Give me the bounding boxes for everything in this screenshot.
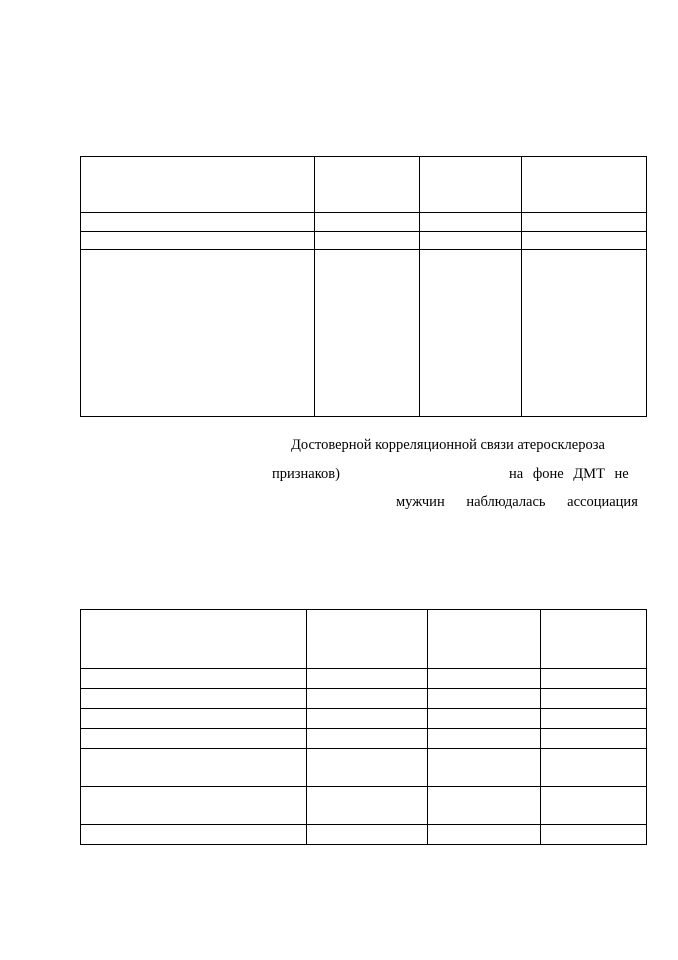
table-2 <box>80 609 647 845</box>
header-cell <box>81 157 315 213</box>
table-cell <box>81 689 307 709</box>
table-cell <box>81 825 307 845</box>
paragraph-line-2-right: на фоне ДМТ не <box>509 466 629 482</box>
table-cell <box>307 787 428 825</box>
table-1 <box>80 156 647 417</box>
table-cell <box>81 232 315 250</box>
table-row <box>81 669 647 689</box>
table-row <box>81 825 647 845</box>
table-cell <box>307 729 428 749</box>
table-cell <box>81 669 307 689</box>
table-cell <box>541 689 647 709</box>
table-cell <box>428 749 541 787</box>
table-cell <box>81 787 307 825</box>
header-cell <box>81 610 307 669</box>
table-cell <box>81 250 315 417</box>
table-cell <box>428 669 541 689</box>
header-cell <box>541 610 647 669</box>
table-row <box>81 232 647 250</box>
header-cell <box>307 610 428 669</box>
table-cell <box>307 669 428 689</box>
table-cell <box>307 689 428 709</box>
table-row <box>81 749 647 787</box>
header-cell <box>420 157 522 213</box>
table-cell <box>307 749 428 787</box>
paragraph-line-2-left: признаков) <box>272 466 340 482</box>
table-cell <box>522 213 647 232</box>
table-header-row <box>81 157 647 213</box>
table-cell <box>81 709 307 729</box>
table-cell <box>428 729 541 749</box>
table-cell <box>428 709 541 729</box>
table-cell <box>307 825 428 845</box>
header-cell <box>522 157 647 213</box>
table-cell <box>541 787 647 825</box>
table-cell <box>315 250 420 417</box>
table-cell <box>420 213 522 232</box>
table-cell <box>307 709 428 729</box>
table-cell <box>315 232 420 250</box>
table-row <box>81 213 647 232</box>
paragraph-line-1: Достоверной корреляционной связи атеросклероза <box>291 437 605 453</box>
table-cell <box>420 232 522 250</box>
table-cell <box>541 825 647 845</box>
table-cell <box>428 825 541 845</box>
table-cell <box>81 729 307 749</box>
table-cell <box>541 749 647 787</box>
table-cell <box>541 729 647 749</box>
header-cell <box>315 157 420 213</box>
table-row <box>81 729 647 749</box>
table-cell <box>522 232 647 250</box>
table-header-row <box>81 610 647 669</box>
table-cell <box>522 250 647 417</box>
table-cell <box>420 250 522 417</box>
table-cell <box>81 749 307 787</box>
table-cell <box>81 213 315 232</box>
table-cell <box>541 709 647 729</box>
table-row <box>81 709 647 729</box>
paragraph-line-3: мужчин наблюдалась ассоциация <box>396 494 638 510</box>
table-cell <box>315 213 420 232</box>
table-row <box>81 689 647 709</box>
table-cell <box>428 689 541 709</box>
table-cell <box>541 669 647 689</box>
table-row <box>81 250 647 417</box>
table-cell <box>428 787 541 825</box>
header-cell <box>428 610 541 669</box>
table-row <box>81 787 647 825</box>
